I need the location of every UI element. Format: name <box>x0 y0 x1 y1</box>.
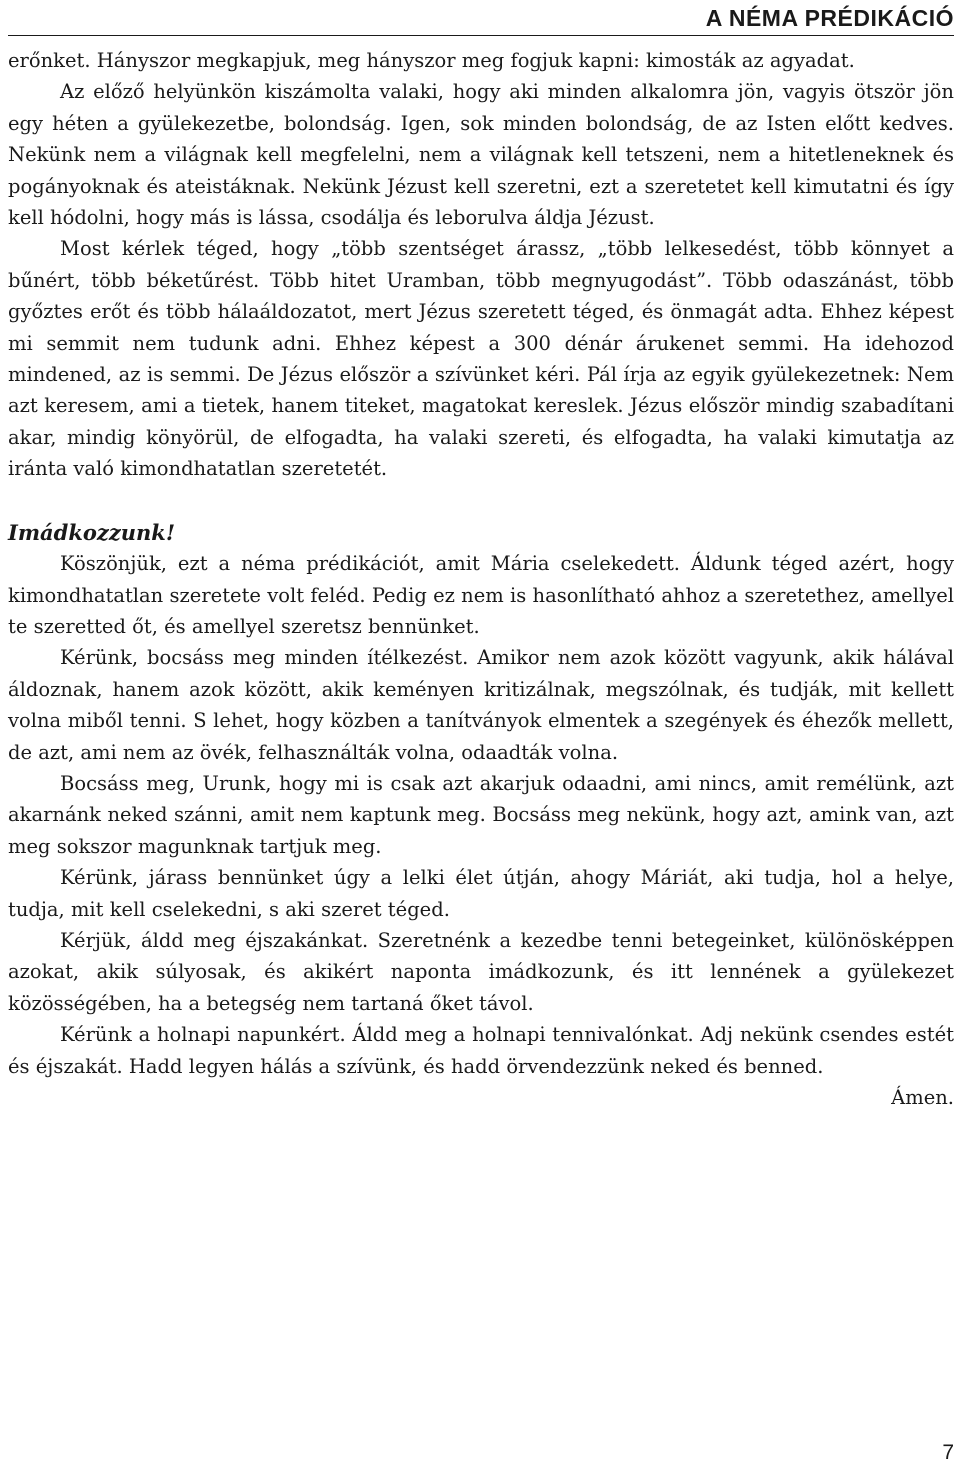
prayer-heading: Imádkozzunk! <box>8 519 176 545</box>
closing-amen: Ámen. <box>891 1086 954 1109</box>
running-title: A NÉMA PRÉDIKÁCIÓ <box>705 5 954 31</box>
header-rule <box>8 35 954 36</box>
prayer-paragraph-3: Bocsáss meg, Urunk, hogy mi is csak azt akarjuk odaadni, ami nincs, amit remélünk, azt akarnánk neked szánni, amit nem kaptunk meg. Bocsáss meg nekünk, hogy azt, amink van, azt meg sokszor magunknak tartjuk meg. <box>8 771 954 858</box>
sermon-paragraph-2: Az előző helyünkön kiszámolta valaki, hogy aki minden alkalomra jön, vagyis ötször jön egy héten a gyülekezetbe, bolondság. Igen, sok minden bolondság, de az Isten előtt kedves. Nekünk nem a világnak kell megfelelni, nem a világnak kell tetszeni, nem a hitetleneknek és pogányoknak és ateistáknak. Nekünk Jézust kell szeretni, ezt a szeretetet kell kimutatni és így kell hódolni, hogy más is lássa, csodálja és leborulva áldja Jézust. <box>8 80 954 230</box>
sermon-paragraph-3: Most kérlek téged, hogy „több szentséget árassz, „több lelkesedést, több könnyet a bűnért, több béketűrést. Több hitet Uramban, több megnyugodást”. Több odaszánást, több győztes erőt és több hálaáldozatot, mert Jézus szeretett téged, és önmagát adta. Ehhez képest mi semmit nem tudunk adni. Ehhez képest a 300 dénár árukenet semmi. Ha idehozod mindened, az is semmi. De Jézus először a szívünket kéri. Pál írja az egyik gyülekezetnek: Nem azt keresem, ami a tietek, hanem titeket, magatokat kereslek. Jézus először mindig szabadítani akar, mindig könyörül, de elfogadta, ha valaki szereti, és elfogadta, ha valaki kimutatja az iránta való kimondhatatlan szeretetét. <box>8 237 954 481</box>
sermon-paragraph-1: erőnket. Hányszor megkapjuk, meg hányszor meg fogjuk kapni: kimosták az agyadat. <box>8 49 855 72</box>
document-page <box>8 0 954 1472</box>
prayer-paragraph-1: Köszönjük, ezt a néma prédikációt, amit Mária cselekedett. Áldunk téged azért, hogy kimondhatatlan szeretete volt feléd. Pedig ez nem is hasonlítható ahhoz a szeretethez, amellyel te szeretted őt, és amellyel szeretsz bennünket. <box>8 552 954 638</box>
prayer-paragraph-5: Kérjük, áldd meg éjszakánkat. Szeretnénk a kezedbe tenni betegeinket, különösképpen azokat, akik súlyosak, és akikért naponta imádkozunk, és itt lennének a gyülekezet közösségében, ha a betegség nem tartaná őket távol. <box>8 928 954 1015</box>
page-body <box>8 45 954 1113</box>
prayer-paragraph-2: Kérünk, bocsáss meg minden ítélkezést. Amikor nem azok között vagyunk, akik hálával áldoznak, hanem azok között, akik keményen kritizálnak, megszólnak, és tudják, mit kellett volna miből tenni. S lehet, hogy közben a tanítványok elmentek a szegények és éhezők mellett, de azt, ami nem az övék, felhasználták volna, odaadták volna. <box>8 646 954 764</box>
prayer-paragraph-6: Kérünk a holnapi napunkért. Áldd meg a holnapi tennivalónkat. Adj nekünk csendes estét és éjszakát. Hadd legyen hálás a szívünk, és hadd örvendezzünk neked és benned. <box>8 1023 954 1078</box>
page-number: 7 <box>942 1441 954 1464</box>
prayer-paragraph-4: Kérünk, járass bennünket úgy a lelki élet útján, ahogy Máriát, aki tudja, hol a helye, tudja, mit kell cselekedni, s aki szeret téged. <box>8 866 954 921</box>
section-spacer <box>8 485 954 517</box>
